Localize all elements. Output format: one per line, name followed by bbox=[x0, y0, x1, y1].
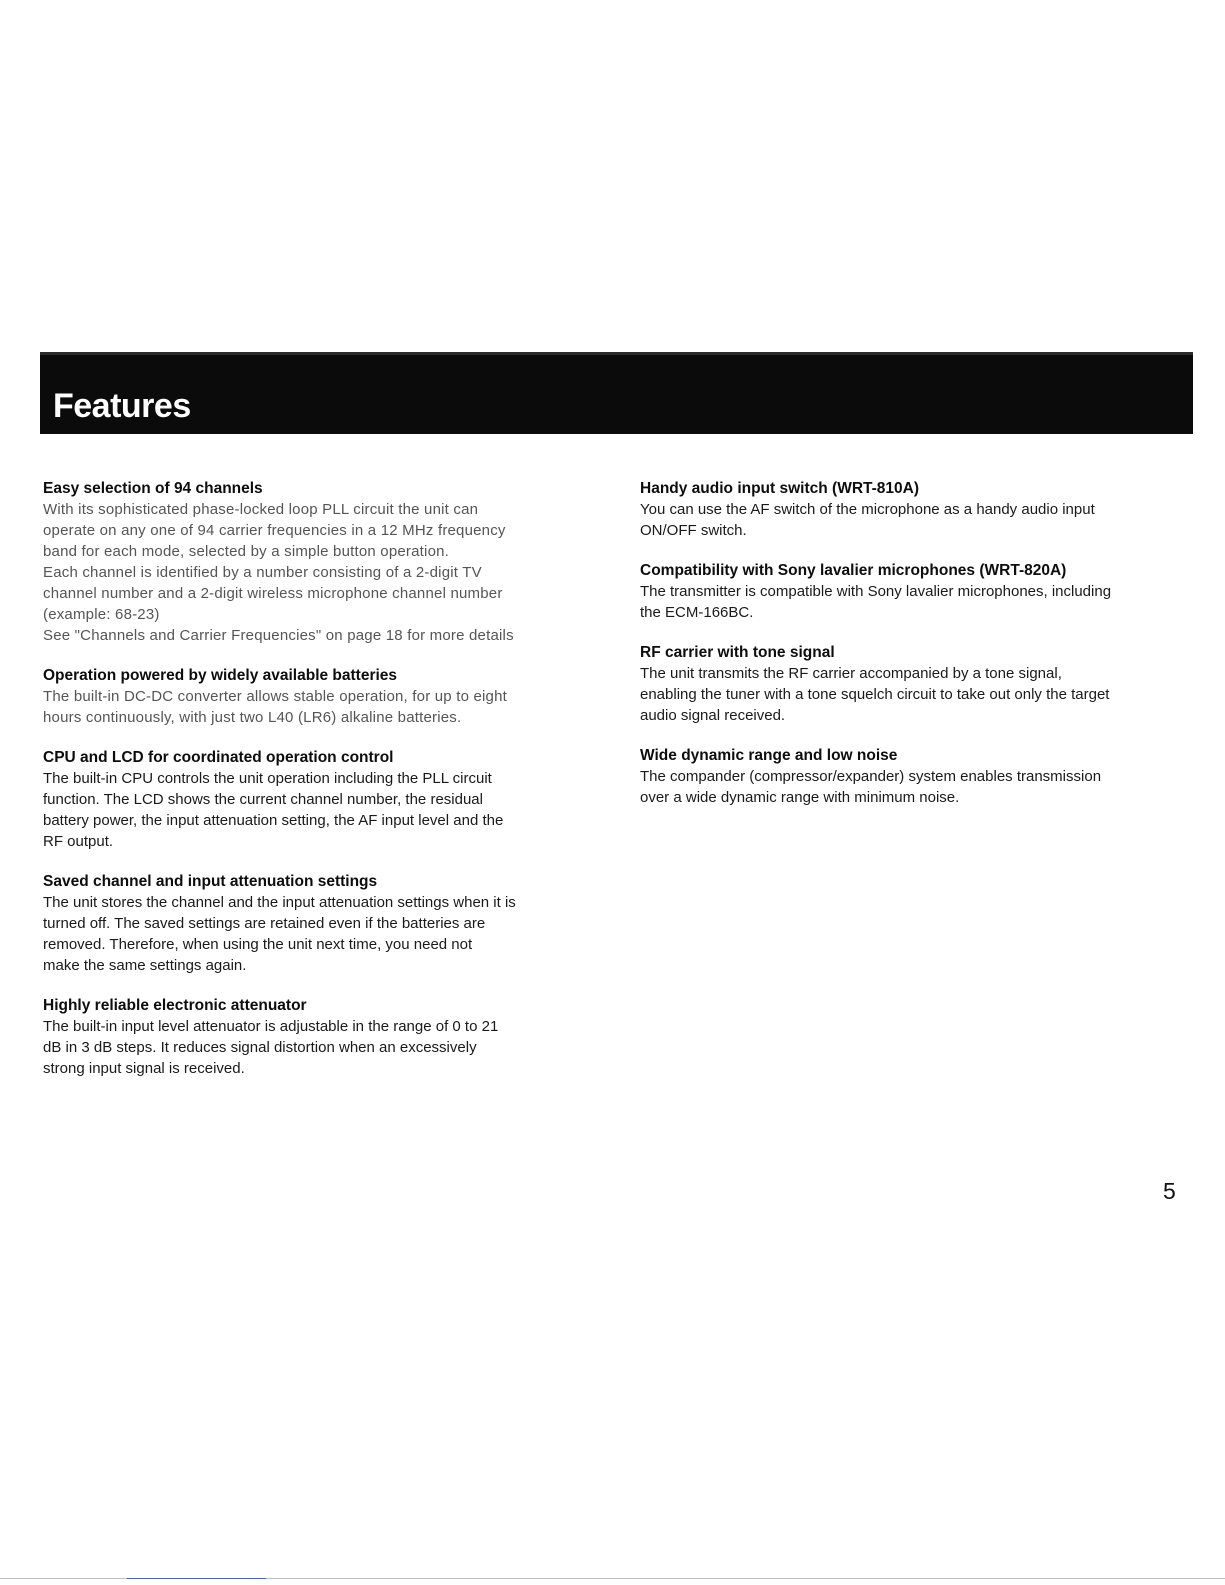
page-number: 5 bbox=[1163, 1178, 1176, 1204]
feature-heading: Operation powered by widely available batteries bbox=[43, 667, 398, 684]
text-line: audio signal received. bbox=[640, 707, 786, 724]
feature-heading: Saved channel and input attenuation settings bbox=[43, 873, 378, 890]
text-line: band for each mode, selected by a simple button operation. bbox=[43, 543, 450, 560]
feature-section bbox=[43, 478, 588, 646]
text-line: dB in 3 dB steps. It reduces signal distortion when an excessively bbox=[43, 1039, 477, 1056]
text-line: the ECM-166BC. bbox=[640, 604, 754, 621]
text-line: ON/OFF switch. bbox=[640, 522, 747, 539]
text-line: The transmitter is compatible with Sony lavalier microphones, including bbox=[640, 583, 1112, 600]
feature-heading: Compatibility with Sony lavalier microphones (WRT-820A) bbox=[640, 562, 1067, 579]
feature-description bbox=[640, 663, 1185, 726]
feature-section bbox=[640, 478, 1185, 541]
text-line: hours continuously, with just two L40 (LR6) alkaline batteries. bbox=[43, 709, 462, 726]
feature-description bbox=[640, 581, 1185, 623]
text-line: See "Channels and Carrier Frequencies" on page 18 for more details bbox=[43, 627, 514, 644]
feature-section bbox=[43, 995, 588, 1079]
feature-section bbox=[43, 747, 588, 852]
feature-heading: Wide dynamic range and low noise bbox=[640, 747, 898, 764]
text-line: over a wide dynamic range with minimum noise. bbox=[640, 789, 960, 806]
text-line: enabling the tuner with a tone squelch circuit to take out only the target bbox=[640, 686, 1110, 703]
feature-section bbox=[43, 871, 588, 976]
text-line: channel number and a 2-digit wireless microphone channel number bbox=[43, 585, 503, 602]
text-line: Each channel is identified by a number consisting of a 2-digit TV bbox=[43, 564, 482, 581]
text-line: The built-in CPU controls the unit operation including the PLL circuit bbox=[43, 770, 492, 787]
feature-heading: Handy audio input switch (WRT-810A) bbox=[640, 480, 920, 497]
page-edge-link-underline bbox=[127, 1578, 266, 1579]
text-line: function. The LCD shows the current channel number, the residual bbox=[43, 791, 483, 808]
feature-description bbox=[43, 499, 588, 646]
text-line: removed. Therefore, when using the unit next time, you need not bbox=[43, 936, 473, 953]
feature-heading: Highly reliable electronic attenuator bbox=[43, 997, 307, 1014]
text-line: operate on any one of 94 carrier frequencies in a 12 MHz frequency bbox=[43, 522, 506, 539]
feature-description bbox=[43, 892, 588, 976]
feature-heading: RF carrier with tone signal bbox=[640, 644, 835, 661]
right-column bbox=[640, 478, 1185, 827]
text-line: The unit stores the channel and the input attenuation settings when it is bbox=[43, 894, 516, 911]
feature-description bbox=[640, 766, 1185, 808]
text-line: The compander (compressor/expander) system enables transmission bbox=[640, 768, 1102, 785]
feature-heading: Easy selection of 94 channels bbox=[43, 480, 263, 497]
feature-description bbox=[43, 686, 588, 728]
feature-description bbox=[43, 768, 588, 852]
feature-section bbox=[640, 745, 1185, 808]
text-line: RF output. bbox=[43, 833, 114, 850]
feature-section bbox=[43, 665, 588, 728]
text-line: The unit transmits the RF carrier accompanied by a tone signal, bbox=[640, 665, 1062, 682]
features-banner bbox=[40, 352, 1193, 434]
text-line: The built-in DC-DC converter allows stable operation, for up to eight bbox=[43, 688, 508, 705]
text-line: You can use the AF switch of the microphone as a handy audio input bbox=[640, 501, 1095, 518]
feature-heading: CPU and LCD for coordinated operation control bbox=[43, 749, 394, 766]
text-line: battery power, the input attenuation setting, the AF input level and the bbox=[43, 812, 504, 829]
text-line: The built-in input level attenuator is adjustable in the range of 0 to 21 bbox=[43, 1018, 499, 1035]
feature-section bbox=[640, 642, 1185, 726]
feature-description bbox=[43, 1016, 588, 1079]
page-title: Features bbox=[53, 387, 191, 425]
text-line: turned off. The saved settings are retained even if the batteries are bbox=[43, 915, 486, 932]
text-line: make the same settings again. bbox=[43, 957, 247, 974]
text-line: With its sophisticated phase-locked loop PLL circuit the unit can bbox=[43, 501, 479, 518]
text-line: (example: 68-23) bbox=[43, 606, 160, 623]
feature-section bbox=[640, 560, 1185, 623]
text-line: strong input signal is received. bbox=[43, 1060, 245, 1077]
left-column bbox=[43, 478, 588, 1098]
feature-description bbox=[640, 499, 1185, 541]
